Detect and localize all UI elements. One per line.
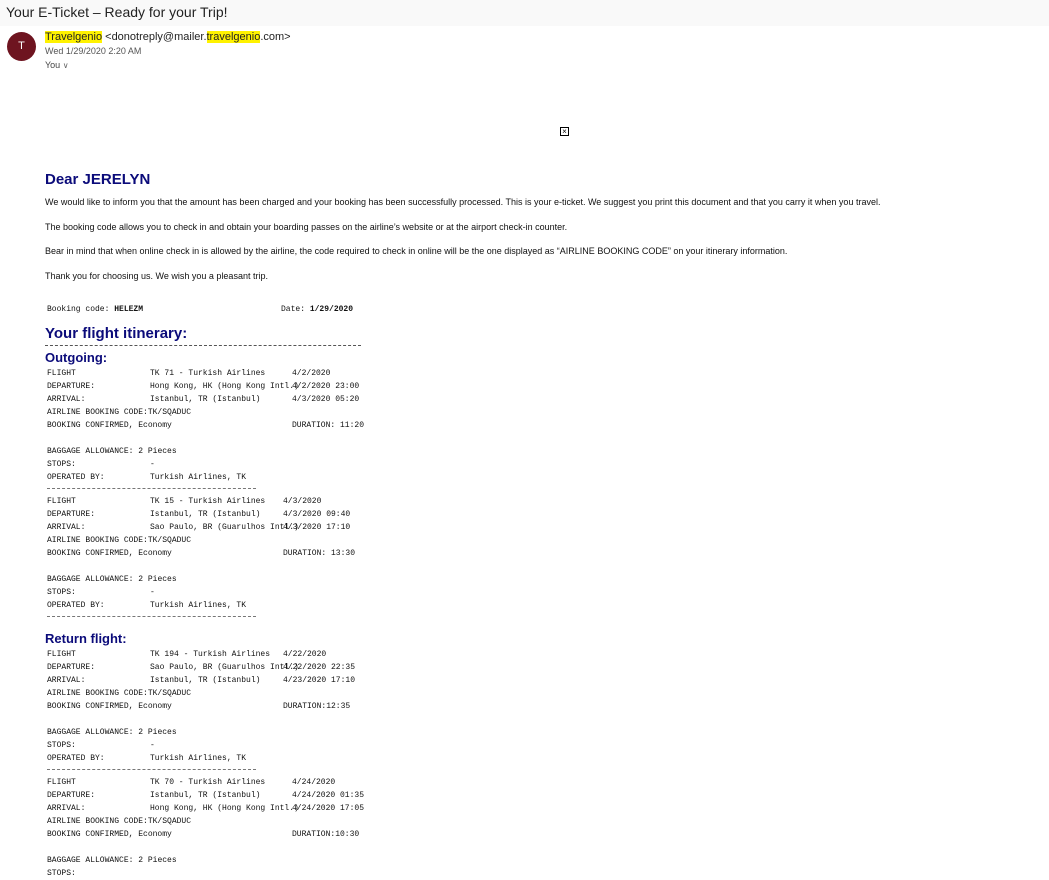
flight-separator xyxy=(47,488,256,489)
sender-email-domain: travelgenio xyxy=(206,31,261,43)
operated-label: OPERATED BY: xyxy=(47,601,105,610)
arrival-time: 4/24/2020 17:05 xyxy=(292,804,365,813)
departure-time: 4/22/2020 22:35 xyxy=(283,663,356,672)
return-heading: Return flight: xyxy=(45,631,127,646)
departure-label: DEPARTURE: xyxy=(47,791,96,800)
booking-status: BOOKING CONFIRMED, Economy xyxy=(47,702,172,711)
departure-airport: Istanbul, TR (Istanbul) xyxy=(150,510,261,519)
flight-number: TK 71 - Turkish Airlines xyxy=(150,369,266,378)
stops-label: STOPS: xyxy=(47,741,76,750)
arrival-airport: Sao Paulo, BR (Guarulhos Intl.) xyxy=(150,523,299,532)
stops-value: - xyxy=(150,741,155,750)
flight-separator xyxy=(47,616,256,617)
departure-time: 4/2/2020 23:00 xyxy=(292,382,360,391)
stops-value: - xyxy=(150,588,155,597)
date-row xyxy=(281,303,353,316)
date-label: Date: xyxy=(281,305,310,314)
duration: DURATION: 11:20 xyxy=(292,421,365,430)
booking-status: BOOKING CONFIRMED, Economy xyxy=(47,549,172,558)
baggage-row xyxy=(47,445,177,458)
baggage-value: 2 Pieces xyxy=(138,575,177,584)
sent-time: Wed 1/29/2020 2:20 AM xyxy=(45,46,142,56)
flight-label: FLIGHT xyxy=(47,650,76,659)
itinerary-divider xyxy=(45,345,361,346)
baggage-value: 2 Pieces xyxy=(138,856,177,865)
arrival-time: 4/3/2020 17:10 xyxy=(283,523,351,532)
flight-number: TK 70 - Turkish Airlines xyxy=(150,778,266,787)
recipient-line[interactable] xyxy=(45,60,69,70)
airline-code: TK/SQADUC xyxy=(147,817,192,826)
operated-value: Turkish Airlines, TK xyxy=(150,754,247,763)
departure-label: DEPARTURE: xyxy=(47,382,96,391)
flight-number: TK 15 - Turkish Airlines xyxy=(150,497,266,506)
booking-status: BOOKING CONFIRMED, Economy xyxy=(47,830,172,839)
duration: DURATION: 13:30 xyxy=(283,549,356,558)
duration: DURATION:12:35 xyxy=(283,702,351,711)
chevron-down-icon[interactable]: ∨ xyxy=(62,61,69,70)
airline-code: TK/SQADUC xyxy=(147,408,192,417)
operated-label: OPERATED BY: xyxy=(47,754,105,763)
departure-airport: Hong Kong, HK (Hong Kong Intl.) xyxy=(150,382,299,391)
duration: DURATION:10:30 xyxy=(292,830,360,839)
airline-code-row xyxy=(47,815,191,828)
baggage-label: BAGGAGE ALLOWANCE: xyxy=(47,856,134,865)
airline-code: TK/SQADUC xyxy=(147,689,192,698)
sender-avatar[interactable]: T xyxy=(7,32,36,61)
sender-email-prefix: <donotreply@mailer. xyxy=(105,31,207,43)
airline-code-row xyxy=(47,406,191,419)
operated-label: OPERATED BY: xyxy=(47,473,105,482)
outgoing-heading: Outgoing: xyxy=(45,350,108,365)
flight-date: 4/3/2020 xyxy=(283,497,322,506)
sender-line[interactable] xyxy=(45,31,291,43)
flight-separator xyxy=(47,769,256,770)
broken-image-icon: × xyxy=(560,127,569,136)
arrival-label: ARRIVAL: xyxy=(47,676,86,685)
recipient: You xyxy=(45,60,61,70)
paragraph-1: We would like to inform you that the amount has been charged and your booking has been successfully processed. This is your e-ticket. We suggest you print this document and that you carry it when you travel. xyxy=(45,197,881,207)
arrival-airport: Istanbul, TR (Istanbul) xyxy=(150,676,261,685)
stops-label: STOPS: xyxy=(47,588,76,597)
booking-code: HELEZM xyxy=(114,305,144,314)
itinerary-title: Your flight itinerary: xyxy=(45,325,188,342)
greeting: Dear JERELYN xyxy=(45,171,151,188)
baggage-label: BAGGAGE ALLOWANCE: xyxy=(47,728,134,737)
stops-label: STOPS: xyxy=(47,460,76,469)
airline-code-label: AIRLINE BOOKING CODE: xyxy=(47,536,148,545)
baggage-value: 2 Pieces xyxy=(138,728,177,737)
departure-label: DEPARTURE: xyxy=(47,510,96,519)
arrival-airport: Istanbul, TR (Istanbul) xyxy=(150,395,261,404)
operated-value: Turkish Airlines, TK xyxy=(150,473,247,482)
airline-code-label: AIRLINE BOOKING CODE: xyxy=(47,689,148,698)
email-subject: Your E-Ticket – Ready for your Trip! xyxy=(6,4,228,20)
baggage-row xyxy=(47,726,177,739)
sender-email-suffix: .com> xyxy=(260,31,291,43)
operated-value: Turkish Airlines, TK xyxy=(150,601,247,610)
airline-code-row xyxy=(47,534,191,547)
flight-label: FLIGHT xyxy=(47,778,76,787)
flight-label: FLIGHT xyxy=(47,497,76,506)
flight-date: 4/22/2020 xyxy=(283,650,327,659)
booking-code-label: Booking code: xyxy=(47,305,115,314)
baggage-row xyxy=(47,573,177,586)
paragraph-2: The booking code allows you to check in and obtain your boarding passes on the airline’s website or at the airport check-in counter. xyxy=(45,222,568,232)
arrival-label: ARRIVAL: xyxy=(47,395,86,404)
stops-label: STOPS: xyxy=(47,869,76,878)
flight-date: 4/24/2020 xyxy=(292,778,336,787)
paragraph-3: Bear in mind that when online check in is allowed by the airline, the code required to check in online will be the one displayed as “AIRLINE BOOKING CODE” on your itinerary information. xyxy=(45,246,788,256)
departure-label: DEPARTURE: xyxy=(47,663,96,672)
booking-code-row xyxy=(47,303,143,316)
flight-date: 4/2/2020 xyxy=(292,369,331,378)
flight-label: FLIGHT xyxy=(47,369,76,378)
departure-time: 4/3/2020 09:40 xyxy=(283,510,351,519)
airline-code: TK/SQADUC xyxy=(147,536,192,545)
paragraph-4: Thank you for choosing us. We wish you a pleasant trip. xyxy=(45,271,268,281)
departure-time: 4/24/2020 01:35 xyxy=(292,791,365,800)
flight-number: TK 194 - Turkish Airlines xyxy=(150,650,271,659)
booking-status: BOOKING CONFIRMED, Economy xyxy=(47,421,172,430)
arrival-time: 4/23/2020 17:10 xyxy=(283,676,356,685)
airline-code-row xyxy=(47,687,191,700)
booking-date: 1/29/2020 xyxy=(309,305,354,314)
arrival-airport: Hong Kong, HK (Hong Kong Intl.) xyxy=(150,804,299,813)
departure-airport: Sao Paulo, BR (Guarulhos Intl.) xyxy=(150,663,299,672)
arrival-time: 4/3/2020 05:20 xyxy=(292,395,360,404)
arrival-label: ARRIVAL: xyxy=(47,804,86,813)
baggage-value: 2 Pieces xyxy=(138,447,177,456)
sender-name[interactable]: Travelgenio xyxy=(45,31,103,43)
subject-bar xyxy=(0,0,1049,26)
baggage-label: BAGGAGE ALLOWANCE: xyxy=(47,575,134,584)
arrival-label: ARRIVAL: xyxy=(47,523,86,532)
airline-code-label: AIRLINE BOOKING CODE: xyxy=(47,408,148,417)
baggage-row xyxy=(47,854,177,867)
baggage-label: BAGGAGE ALLOWANCE: xyxy=(47,447,134,456)
airline-code-label: AIRLINE BOOKING CODE: xyxy=(47,817,148,826)
stops-value: - xyxy=(150,460,155,469)
departure-airport: Istanbul, TR (Istanbul) xyxy=(150,791,261,800)
